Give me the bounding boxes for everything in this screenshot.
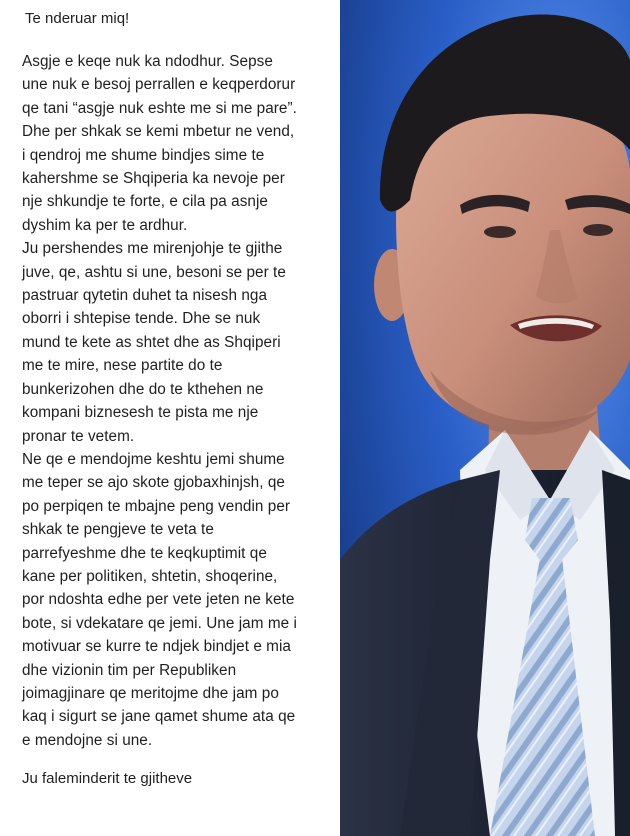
letter-line: qe tani “asgje nuk eshte me si me pare”.	[22, 99, 297, 117]
letter-line: me te mire, nese partite do te	[22, 357, 223, 375]
letter-line: une nuk e besoj perrallen e keqperdorur	[22, 76, 296, 94]
letter-line: por ndoshta edhe per vete jeten ne kete	[22, 591, 295, 609]
letter-line: Dhe per shkak se kemi mbetur ne vend,	[22, 123, 295, 141]
portrait-photo	[340, 0, 630, 836]
letter-line: kompani biznesesh te pista me nje	[22, 404, 259, 422]
letter-line: oborri i shtepise tende. Dhe se nuk	[22, 310, 261, 328]
letter-line: mund te kete as shtet dhe as Shqiperi	[22, 333, 281, 351]
letter-line: Asgje e keqe nuk ka ndodhur. Sepse	[22, 53, 273, 70]
letter-line: Ju pershendes me mirenjohje te gjithe	[22, 240, 283, 258]
letter-line: me teper se ajo skote gjobaxhinjsh, qe	[22, 474, 285, 492]
letter-closing: Ju faleminderit te gjitheve	[22, 770, 193, 788]
letter-line: juve, qe, ashtu si une, besoni se per te	[22, 263, 286, 281]
letter-line: shkak te pengjeve te veta te	[22, 521, 214, 539]
letter-line: kaq i sigurt se jane qamet shume ata qe	[22, 708, 296, 726]
letter-line: po perpiqen te mbajne peng vendin per	[22, 497, 291, 515]
letter-line: i qendroj me shume bindjes sime te	[22, 146, 265, 164]
letter-line: kane per politiken, shtetin, shoqerine,	[22, 567, 278, 585]
letter-line: bote, si vdekatare qe jemi. Une jam me i	[22, 614, 297, 632]
letter-line: nje shkundje te forte, e cila pa asnje	[22, 193, 268, 211]
letter-line: joimagjinare qe meritojme dhe jam po	[22, 684, 279, 702]
letter-line: Ne qe e mendojme keshtu jemi shume	[22, 450, 285, 468]
letter-line: parrefyeshme dhe te keqkuptimit qe	[22, 544, 267, 562]
letter-line: e mendojne si une.	[22, 731, 153, 749]
portrait-illustration	[340, 0, 630, 836]
letter-line: kahershme se Shqiperia ka nevoje per	[22, 170, 285, 188]
letter-line: dhe vizionin tim per Republiken	[22, 661, 237, 679]
letter-line: motivuar se kurre te ndjek bindjet e mia	[22, 638, 291, 656]
letter-line: dyshim ka per te ardhur.	[22, 216, 188, 234]
right-eye	[583, 224, 613, 236]
left-eye	[484, 226, 516, 238]
letter-line: pronar te vetem.	[22, 427, 135, 445]
letter-body	[22, 50, 340, 752]
letter-greeting: Te nderuar miq!	[25, 10, 130, 27]
letter-line: bunkerizohen dhe do te kthehen ne	[22, 380, 264, 398]
letter-line: pastruar qytetin duhet ta nisesh nga	[22, 287, 268, 305]
